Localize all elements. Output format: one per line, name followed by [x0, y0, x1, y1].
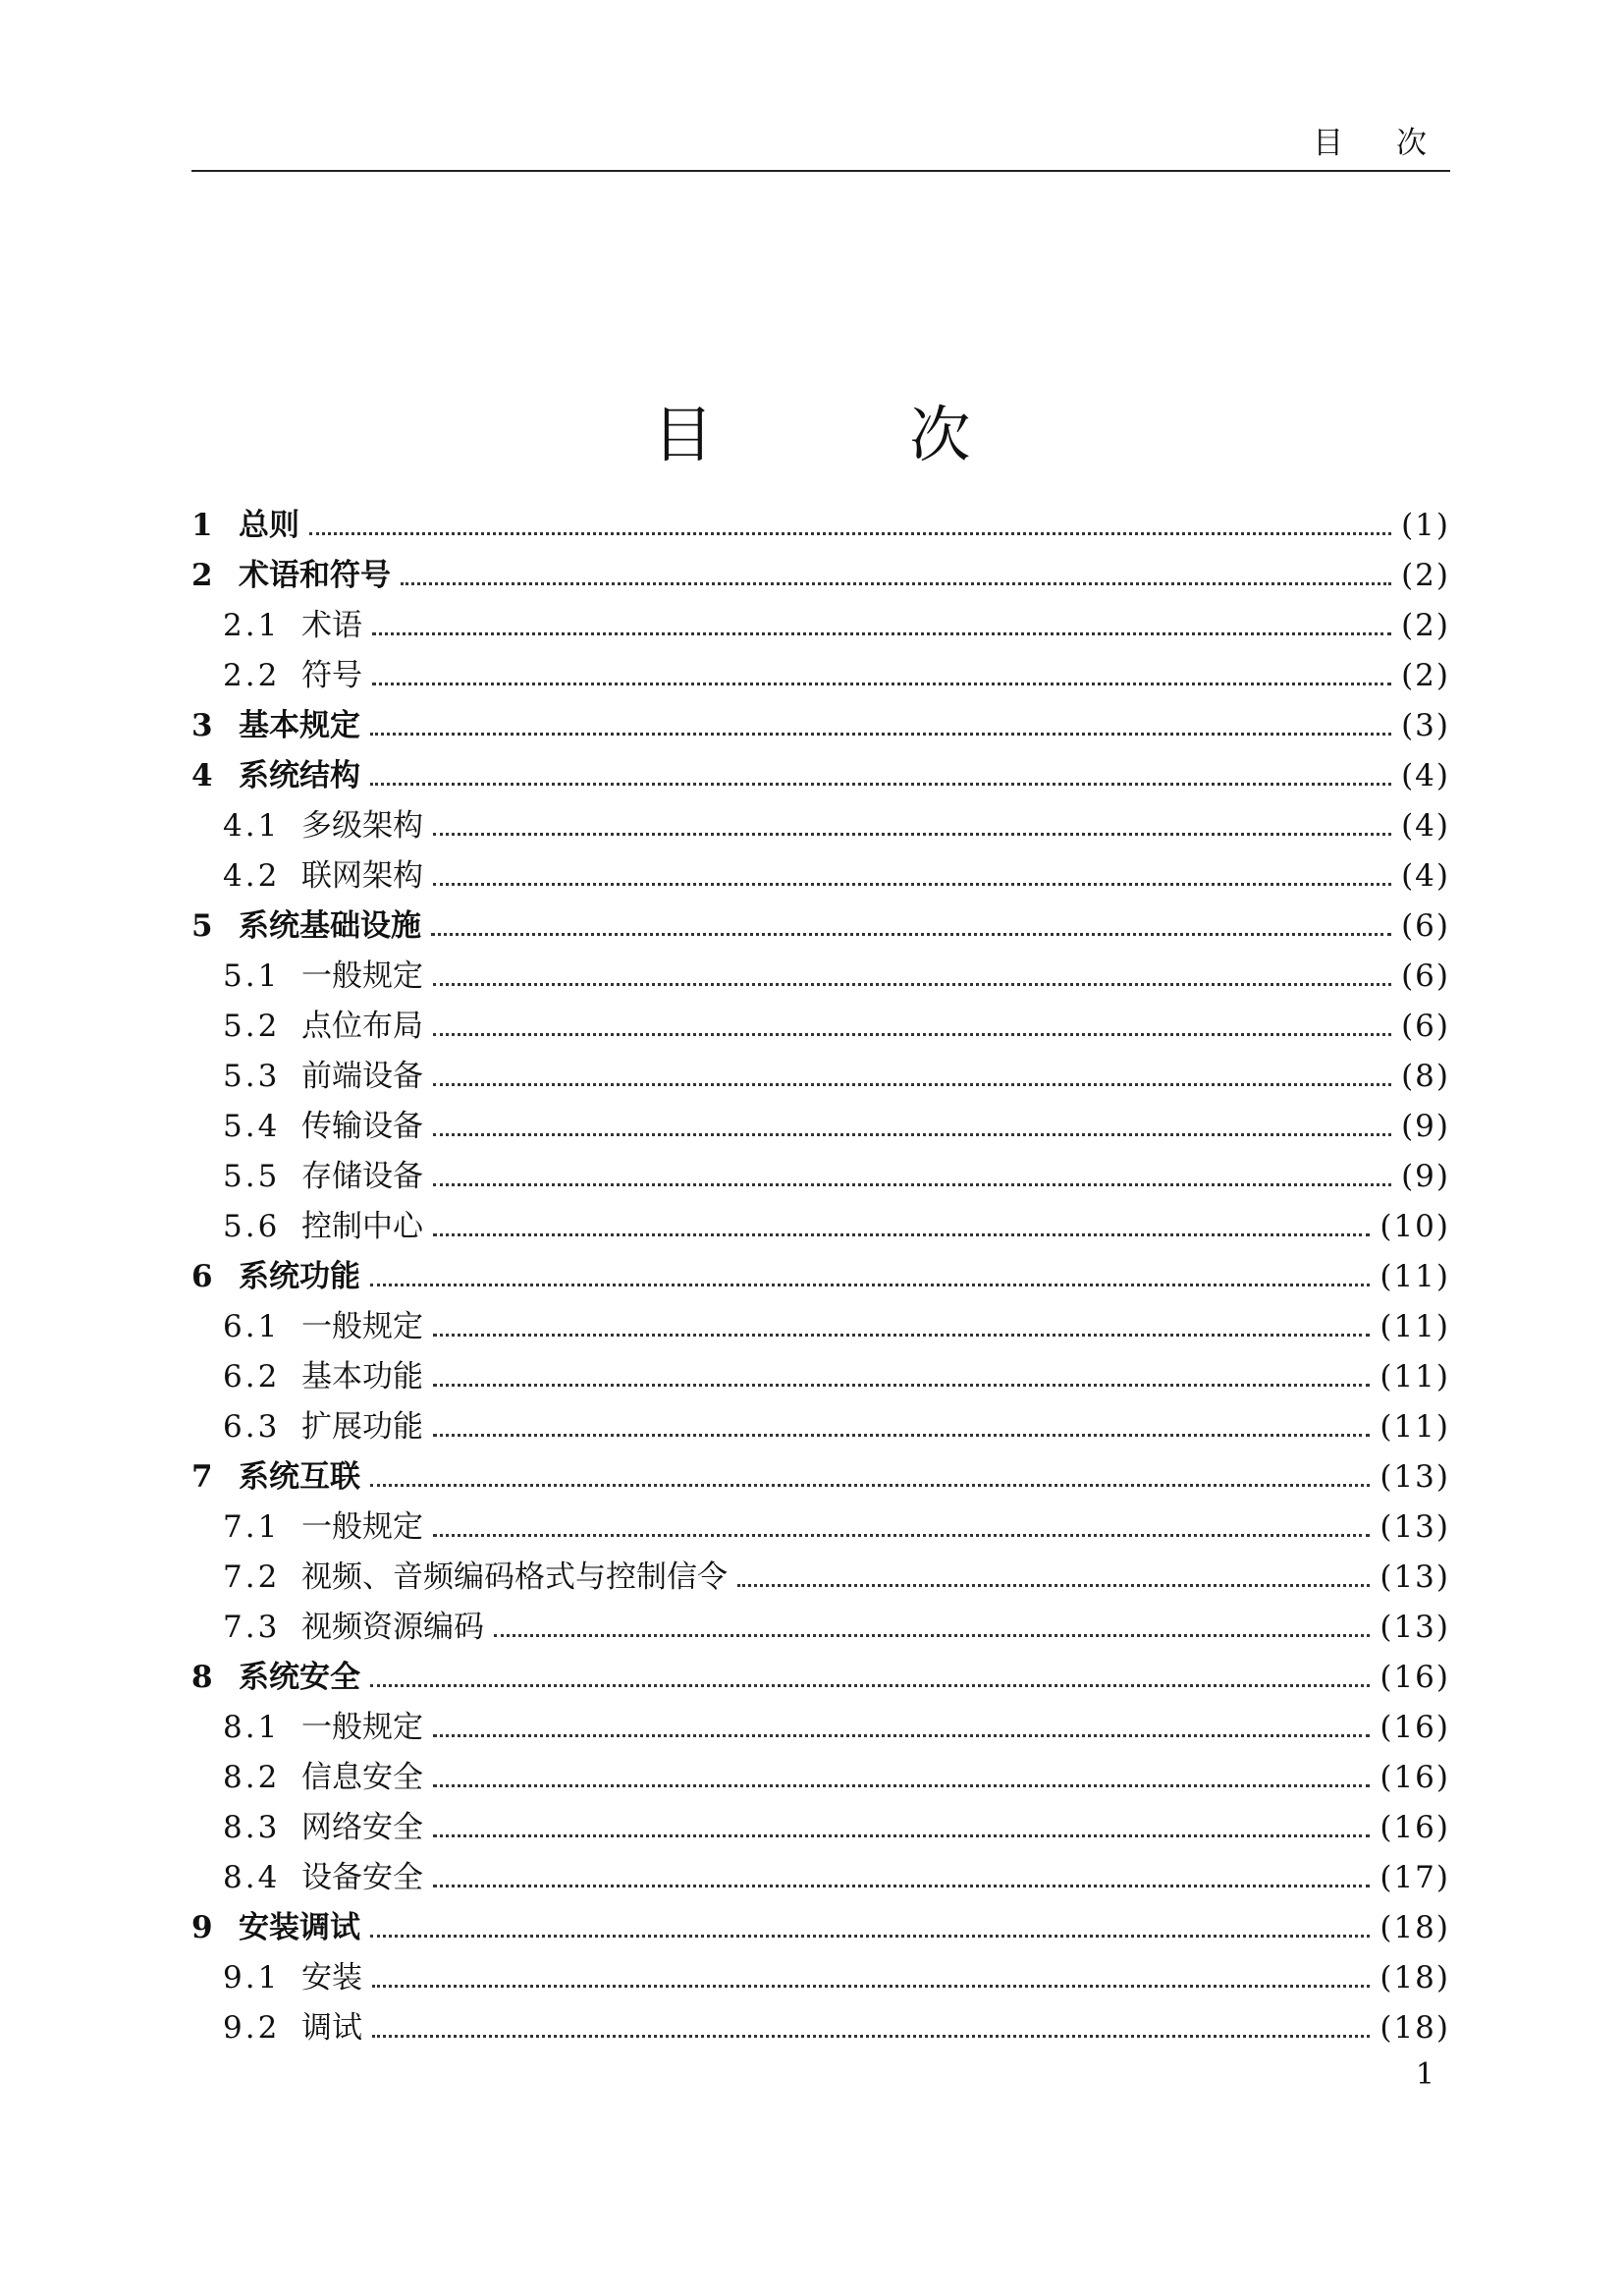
dot-leader — [370, 1284, 1370, 1286]
toc-entry-title: 系统结构 — [239, 758, 360, 793]
toc-chapter-entry[interactable] — [191, 901, 1450, 951]
toc-entry-title: 术语 — [301, 608, 362, 643]
toc-entry-page: (2) — [1401, 558, 1450, 593]
toc-entry-page: (6) — [1401, 1009, 1450, 1044]
toc-entry-page: (11) — [1380, 1359, 1450, 1394]
toc-section-entry[interactable] — [191, 1001, 1450, 1051]
toc-section-entry[interactable] — [191, 1051, 1450, 1101]
toc-entry-title: 视频资源编码 — [301, 1610, 484, 1645]
toc-entry-title: 系统安全 — [239, 1660, 360, 1695]
toc-entry-page: (11) — [1380, 1259, 1450, 1294]
toc-entry-number: 4 — [191, 758, 213, 793]
toc-entry-number: 2.2 — [223, 658, 281, 693]
dot-leader — [370, 1684, 1370, 1687]
toc-section-entry[interactable] — [191, 1201, 1450, 1251]
table-of-contents — [191, 500, 1450, 2052]
toc-entry-page: (13) — [1380, 1459, 1450, 1495]
toc-entry-title: 传输设备 — [301, 1109, 423, 1144]
dot-leader — [433, 1885, 1370, 1887]
toc-entry-page: (18) — [1380, 1910, 1450, 1945]
toc-entry-title: 存储设备 — [301, 1159, 423, 1194]
page-title: 目 次 — [652, 399, 1059, 470]
dot-leader — [433, 1083, 1391, 1086]
toc-entry-number: 8.2 — [223, 1760, 281, 1795]
toc-entry-number: 2.1 — [223, 608, 281, 643]
toc-entry-page: (6) — [1401, 908, 1450, 944]
toc-entry-number: 9.1 — [223, 1960, 281, 1995]
toc-chapter-entry[interactable] — [191, 550, 1450, 600]
toc-entry-number: 6.1 — [223, 1309, 281, 1344]
header-divider — [191, 170, 1450, 172]
running-header: 目 次 — [1313, 126, 1448, 161]
toc-entry-number: 6 — [191, 1259, 213, 1294]
toc-entry-title: 前端设备 — [301, 1059, 423, 1094]
toc-entry-title: 控制中心 — [301, 1209, 423, 1244]
toc-entry-page: (9) — [1401, 1109, 1450, 1144]
toc-entry-page: (18) — [1380, 1960, 1450, 1995]
toc-section-entry[interactable] — [191, 1552, 1450, 1602]
toc-section-entry[interactable] — [191, 1752, 1450, 1802]
toc-entry-number: 9 — [191, 1910, 213, 1945]
toc-chapter-entry[interactable] — [191, 1451, 1450, 1502]
toc-entry-title: 术语和符号 — [239, 558, 391, 593]
dot-leader — [401, 582, 1391, 585]
toc-entry-page: (4) — [1401, 808, 1450, 844]
toc-entry-title: 多级架构 — [301, 808, 423, 844]
toc-entry-page: (16) — [1380, 1660, 1450, 1695]
toc-chapter-entry[interactable] — [191, 1652, 1450, 1702]
toc-chapter-entry[interactable] — [191, 500, 1450, 550]
toc-entry-title: 一般规定 — [301, 1710, 423, 1745]
toc-entry-title: 安装调试 — [239, 1910, 360, 1945]
toc-entry-page: (16) — [1380, 1760, 1450, 1795]
toc-entry-page: (8) — [1401, 1059, 1450, 1094]
toc-entry-number: 5.5 — [223, 1159, 281, 1194]
toc-entry-page: (6) — [1401, 958, 1450, 994]
toc-entry-title: 符号 — [301, 658, 362, 693]
dot-leader — [433, 1834, 1370, 1837]
toc-section-entry[interactable] — [191, 800, 1450, 850]
dot-leader — [433, 1434, 1370, 1437]
toc-entry-title: 设备安全 — [301, 1860, 423, 1895]
toc-entry-title: 点位布局 — [301, 1009, 423, 1044]
toc-section-entry[interactable] — [191, 1852, 1450, 1902]
dot-leader — [372, 632, 1391, 635]
toc-entry-title: 一般规定 — [301, 1509, 423, 1545]
toc-entry-number: 5 — [191, 908, 213, 944]
dot-leader — [433, 883, 1391, 886]
toc-section-entry[interactable] — [191, 1351, 1450, 1401]
toc-entry-title: 联网架构 — [301, 858, 423, 894]
toc-entry-title: 系统互联 — [239, 1459, 360, 1495]
toc-section-entry[interactable] — [191, 850, 1450, 901]
dot-leader — [431, 933, 1391, 936]
toc-entry-number: 8 — [191, 1660, 213, 1695]
dot-leader — [433, 1534, 1370, 1537]
toc-entry-page: (16) — [1380, 1810, 1450, 1845]
toc-entry-page: (4) — [1401, 858, 1450, 894]
dot-leader — [433, 1384, 1370, 1387]
toc-entry-title: 一般规定 — [301, 1309, 423, 1344]
dot-leader — [370, 1484, 1370, 1487]
toc-entry-number: 7.1 — [223, 1509, 281, 1545]
dot-leader — [433, 1784, 1370, 1787]
toc-section-entry[interactable] — [191, 1702, 1450, 1752]
dot-leader — [737, 1584, 1370, 1587]
toc-section-entry[interactable] — [191, 650, 1450, 700]
toc-entry-page: (13) — [1380, 1509, 1450, 1545]
toc-entry-number: 5.3 — [223, 1059, 281, 1094]
toc-chapter-entry[interactable] — [191, 750, 1450, 800]
toc-entry-number: 7.3 — [223, 1610, 281, 1645]
toc-entry-page: (1) — [1401, 508, 1450, 543]
toc-entry-number: 8.3 — [223, 1810, 281, 1845]
toc-entry-page: (3) — [1401, 708, 1450, 743]
toc-entry-title: 系统基础设施 — [239, 908, 421, 944]
toc-section-entry[interactable] — [191, 1151, 1450, 1201]
toc-entry-number: 6.3 — [223, 1409, 281, 1445]
toc-entry-page: (13) — [1380, 1610, 1450, 1645]
toc-entry-page: (4) — [1401, 758, 1450, 793]
toc-entry-page: (17) — [1380, 1860, 1450, 1895]
toc-chapter-entry[interactable] — [191, 700, 1450, 750]
toc-entry-number: 9.2 — [223, 2010, 281, 2046]
toc-entry-page: (11) — [1380, 1309, 1450, 1344]
toc-entry-number: 1 — [191, 508, 213, 543]
toc-section-entry[interactable] — [191, 1802, 1450, 1852]
toc-entry-title: 基本规定 — [239, 708, 360, 743]
toc-entry-title: 视频、音频编码格式与控制信令 — [301, 1559, 728, 1595]
toc-entry-number: 5.2 — [223, 1009, 281, 1044]
toc-entry-number: 5.6 — [223, 1209, 281, 1244]
toc-section-entry[interactable] — [191, 1401, 1450, 1451]
toc-entry-page: (2) — [1401, 608, 1450, 643]
toc-entry-title: 系统功能 — [239, 1259, 360, 1294]
toc-entry-title: 调试 — [301, 2010, 362, 2046]
toc-entry-number: 7 — [191, 1459, 213, 1495]
dot-leader — [370, 1935, 1370, 1938]
toc-entry-number: 4.2 — [223, 858, 281, 894]
toc-entry-title: 网络安全 — [301, 1810, 423, 1845]
toc-entry-number: 3 — [191, 708, 213, 743]
toc-entry-number: 8.1 — [223, 1710, 281, 1745]
dot-leader — [370, 783, 1391, 786]
dot-leader — [433, 833, 1391, 836]
toc-entry-page: (10) — [1380, 1209, 1450, 1244]
dot-leader — [433, 1334, 1370, 1337]
toc-chapter-entry[interactable] — [191, 1902, 1450, 1952]
toc-chapter-entry[interactable] — [191, 1251, 1450, 1301]
toc-entry-title: 总则 — [239, 508, 299, 543]
toc-section-entry[interactable] — [191, 1952, 1450, 2002]
toc-entry-number: 5.4 — [223, 1109, 281, 1144]
toc-entry-title: 扩展功能 — [301, 1409, 423, 1445]
toc-entry-number: 7.2 — [223, 1559, 281, 1595]
dot-leader — [433, 983, 1391, 986]
dot-leader — [309, 532, 1391, 535]
dot-leader — [433, 1183, 1391, 1186]
dot-leader — [433, 1233, 1370, 1236]
dot-leader — [372, 683, 1391, 685]
toc-section-entry[interactable] — [191, 951, 1450, 1001]
toc-section-entry[interactable] — [191, 600, 1450, 650]
page-number: 1 — [1415, 2057, 1434, 2092]
dot-leader — [372, 2035, 1370, 2038]
dot-leader — [433, 1033, 1391, 1036]
dot-leader — [370, 733, 1391, 736]
dot-leader — [433, 1133, 1391, 1136]
toc-section-entry[interactable] — [191, 1301, 1450, 1351]
toc-entry-number: 2 — [191, 558, 213, 593]
toc-entry-page: (9) — [1401, 1159, 1450, 1194]
toc-entry-page: (18) — [1380, 2010, 1450, 2046]
toc-entry-page: (16) — [1380, 1710, 1450, 1745]
toc-entry-number: 5.1 — [223, 958, 281, 994]
toc-entry-title: 基本功能 — [301, 1359, 423, 1394]
dot-leader — [433, 1734, 1370, 1737]
toc-section-entry[interactable] — [191, 1101, 1450, 1151]
toc-entry-number: 4.1 — [223, 808, 281, 844]
dot-leader — [494, 1634, 1370, 1637]
toc-entry-page: (13) — [1380, 1559, 1450, 1595]
toc-entry-page: (2) — [1401, 658, 1450, 693]
toc-entry-title: 信息安全 — [301, 1760, 423, 1795]
toc-section-entry[interactable] — [191, 1502, 1450, 1552]
toc-entry-number: 6.2 — [223, 1359, 281, 1394]
dot-leader — [372, 1985, 1370, 1988]
toc-entry-number: 8.4 — [223, 1860, 281, 1895]
toc-entry-page: (11) — [1380, 1409, 1450, 1445]
toc-entry-title: 一般规定 — [301, 958, 423, 994]
toc-section-entry[interactable] — [191, 2002, 1450, 2052]
toc-entry-title: 安装 — [301, 1960, 362, 1995]
toc-section-entry[interactable] — [191, 1602, 1450, 1652]
